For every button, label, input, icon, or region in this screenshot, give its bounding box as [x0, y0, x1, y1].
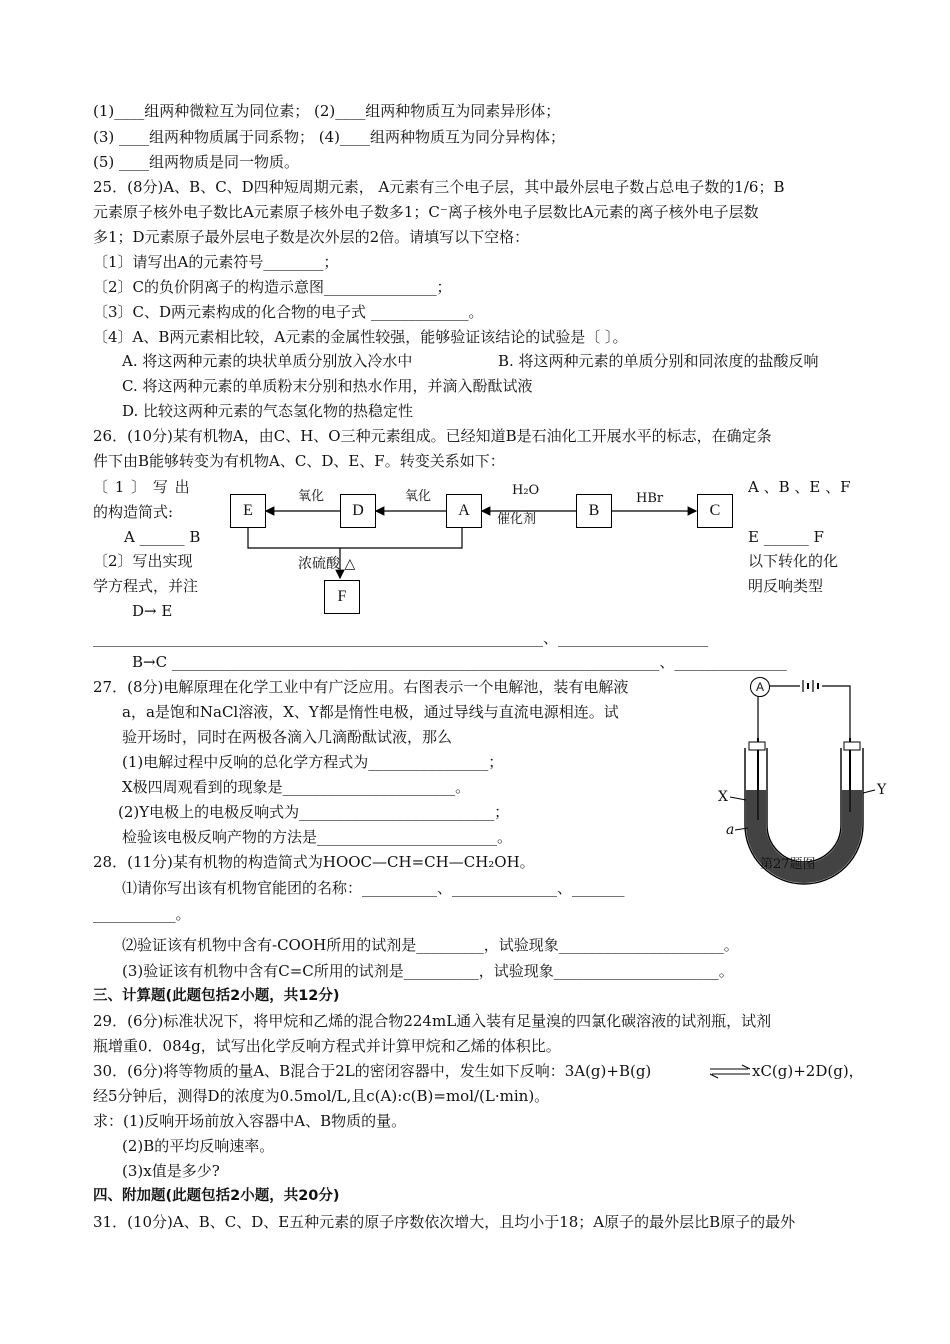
q26-blank-2: B→C _________________________________________________________________、_______________	[132, 653, 787, 671]
q27-line-3: 验开场时，同时在两极各滴入几滴酚酞试液，那么	[122, 728, 453, 746]
q24-line-2: (3) ____组两种物质属于同系物； (4)____组两种物质互为同分异构体；	[93, 128, 566, 146]
q27-sub-2: X极四周观看到的现象是_______________________。	[122, 778, 471, 796]
compound-a-box: A	[446, 494, 482, 528]
label-oxidation-1: 氧化	[298, 489, 325, 504]
q25-line-2: 元素原子核外电子数比A元素原子核外电子数多1；C⁻离子核外电子层数比A元素的离子核外电子层数	[93, 203, 759, 221]
q26-right-1: A 、B 、E 、F	[748, 478, 851, 496]
q26-right-4: 明反响类型	[748, 577, 824, 595]
q27-sub-1: (1)电解过程中反响的总化学方程式为________________；	[122, 753, 504, 771]
q27-line-2: a，a是饱和NaCl溶液，X、Y都是惰性电极，通过导线与直流电源相连。试	[122, 703, 619, 721]
q29-line-1: 29．(6分)标准状况下，将甲烷和乙烯的混合物224mL通入装有足量溴的四氯化碳溶液的试剂瓶，试剂	[93, 1012, 772, 1030]
q26-left-4: 〔2〕写出实现	[93, 552, 193, 570]
q27-line-1: 27．(8分)电解原理在化学工业中有广泛应用。右图表示一个电解池，装有电解液	[93, 678, 629, 696]
q25-option-b: B. 将这两种元素的单质分别和同浓度的盐酸反响	[498, 352, 819, 370]
q25-option-c: C. 将这两种元素的单质粉末分别和热水作用，并滴入酚酞试液	[122, 377, 533, 395]
q28-line-3: ___________。	[93, 905, 191, 923]
electrode-y-label: Y	[877, 782, 887, 798]
q27-sub-3: (2)Y电极上的电极反响式为__________________________；	[118, 803, 510, 821]
compound-f-box: F	[324, 580, 360, 614]
q25-option-a: A. 将这两种元素的块状单质分别放入冷水中	[122, 352, 413, 370]
q30-line-3: 求：(1)反响开场前放入容器中A、B物质的量。	[93, 1112, 407, 1130]
q25-sub-1: 〔1〕请写出A的元素符号________；	[93, 253, 339, 271]
q26-left-2: 的构造简式:	[93, 503, 174, 521]
q26-left-1: 〔 1 〕 写 出	[93, 478, 191, 496]
q25-sub-2: 〔2〕C的负价阴离子的构造示意图_______________；	[93, 278, 452, 296]
label-catalyst: 催化剂	[497, 512, 537, 527]
q24-line-3: (5) ____组两物质是同一物质。	[93, 153, 300, 171]
electrode-x-label: X	[718, 789, 728, 805]
q26-blank-1: ____________________________________________________________、____________________	[93, 629, 709, 647]
q26-left-3: A ______ B	[124, 528, 201, 546]
compound-d-box: D	[340, 494, 376, 528]
q28-line-2: ⑴请你写出该有机物官能团的名称：__________、______________、_______	[122, 879, 625, 897]
q25-sub-4: 〔4〕A、B两元素相比较，A元素的金属性较强，能够验证该结论的试验是〔 〕。	[93, 328, 628, 346]
q30-line-2: 经5分钟后，测得D的浓度为0.5mol/L,且c(A):c(B)=mol/(L·min)。	[93, 1087, 550, 1105]
q24-line-1: (1)____组两种微粒互为同位素； (2)____组两种物质互为同素异形体；	[93, 102, 561, 120]
label-hbr: HBr	[636, 491, 664, 506]
label-water: H₂O	[512, 483, 540, 498]
q28-line-4: ⑵验证该有机物中含有-COOH所用的试剂是_________，试验现象______________________。	[122, 936, 739, 954]
q26-right-3: 以下转化的化	[748, 552, 839, 570]
q26-line-2: 件下由B能够转变为有机物A、C、D、E、F。转变关系如下：	[93, 452, 505, 470]
q28-line-1: 28．(11分)某有机物的构造简式为HOOC—CH=CH—CH₂OH。	[93, 853, 535, 871]
q30-line-4: (2)B的平均反响速率。	[122, 1137, 275, 1155]
q25-line-3: 多1；D元素原子最外层电子数是次外层的2倍。请填写以下空格：	[93, 228, 530, 246]
q30-line-1: 30．(6分)将等物质的量A、B混合于2L的密闭容器中，发生如下反响：3A(g)+B(g)	[93, 1062, 652, 1080]
q26-left-6: D→ E	[132, 602, 173, 620]
solution-a-label: a	[726, 822, 735, 838]
section-4-heading: 四、附加题(此题包括2小题，共20分)	[93, 1188, 340, 1204]
label-oxidation-2: 氧化	[405, 489, 432, 504]
compound-e-box: E	[230, 494, 266, 528]
ammeter-icon: A	[750, 677, 770, 697]
compound-c-box: C	[697, 494, 733, 528]
q27-sub-4: 检验该电极反响产物的方法是________________________。	[122, 828, 513, 846]
q30-line-1b: xC(g)+2D(g)，	[752, 1062, 864, 1080]
q25-sub-3: 〔3〕C、D两元素构成的化合物的电子式 _____________。	[93, 303, 484, 321]
section-3-heading: 三、计算题(此题包括2小题，共12分)	[93, 988, 340, 1004]
figure-27-caption: 第27题图	[760, 857, 816, 872]
q26-right-2: E ______ F	[748, 528, 824, 546]
label-conc-sulfuric-acid: 浓硫酸 △	[298, 556, 356, 572]
q28-line-5: (3)验证该有机物中含有C=C所用的试剂是__________，试验现象______________________。	[122, 962, 734, 980]
q31-line-1: 31．(10分)A、B、C、D、E五种元素的原子序数依次增大，且均小于18；A原子的最外层比B原子的最外	[93, 1213, 796, 1231]
compound-b-box: B	[576, 494, 612, 528]
q26-left-5: 学方程式，并注	[93, 577, 199, 595]
q26-line-1: 26．(10分)某有机物A，由C、H、O三种元素组成。已经知道B是石油化工开展水平的标志，在确定条	[93, 427, 772, 445]
q30-line-5: (3)x值是多少?	[122, 1162, 220, 1180]
q25-option-d: D. 比较这两种元素的气态氢化物的热稳定性	[122, 402, 414, 420]
q25-line-1: 25．(8分)A、B、C、D四种短周期元素， A元素有三个电子层，其中最外层电子数占总电子数的1/6；B	[93, 178, 785, 196]
q29-line-2: 瓶增重0．084g，试写出化学反响方程式并计算甲烷和乙烯的体积比。	[93, 1037, 561, 1055]
